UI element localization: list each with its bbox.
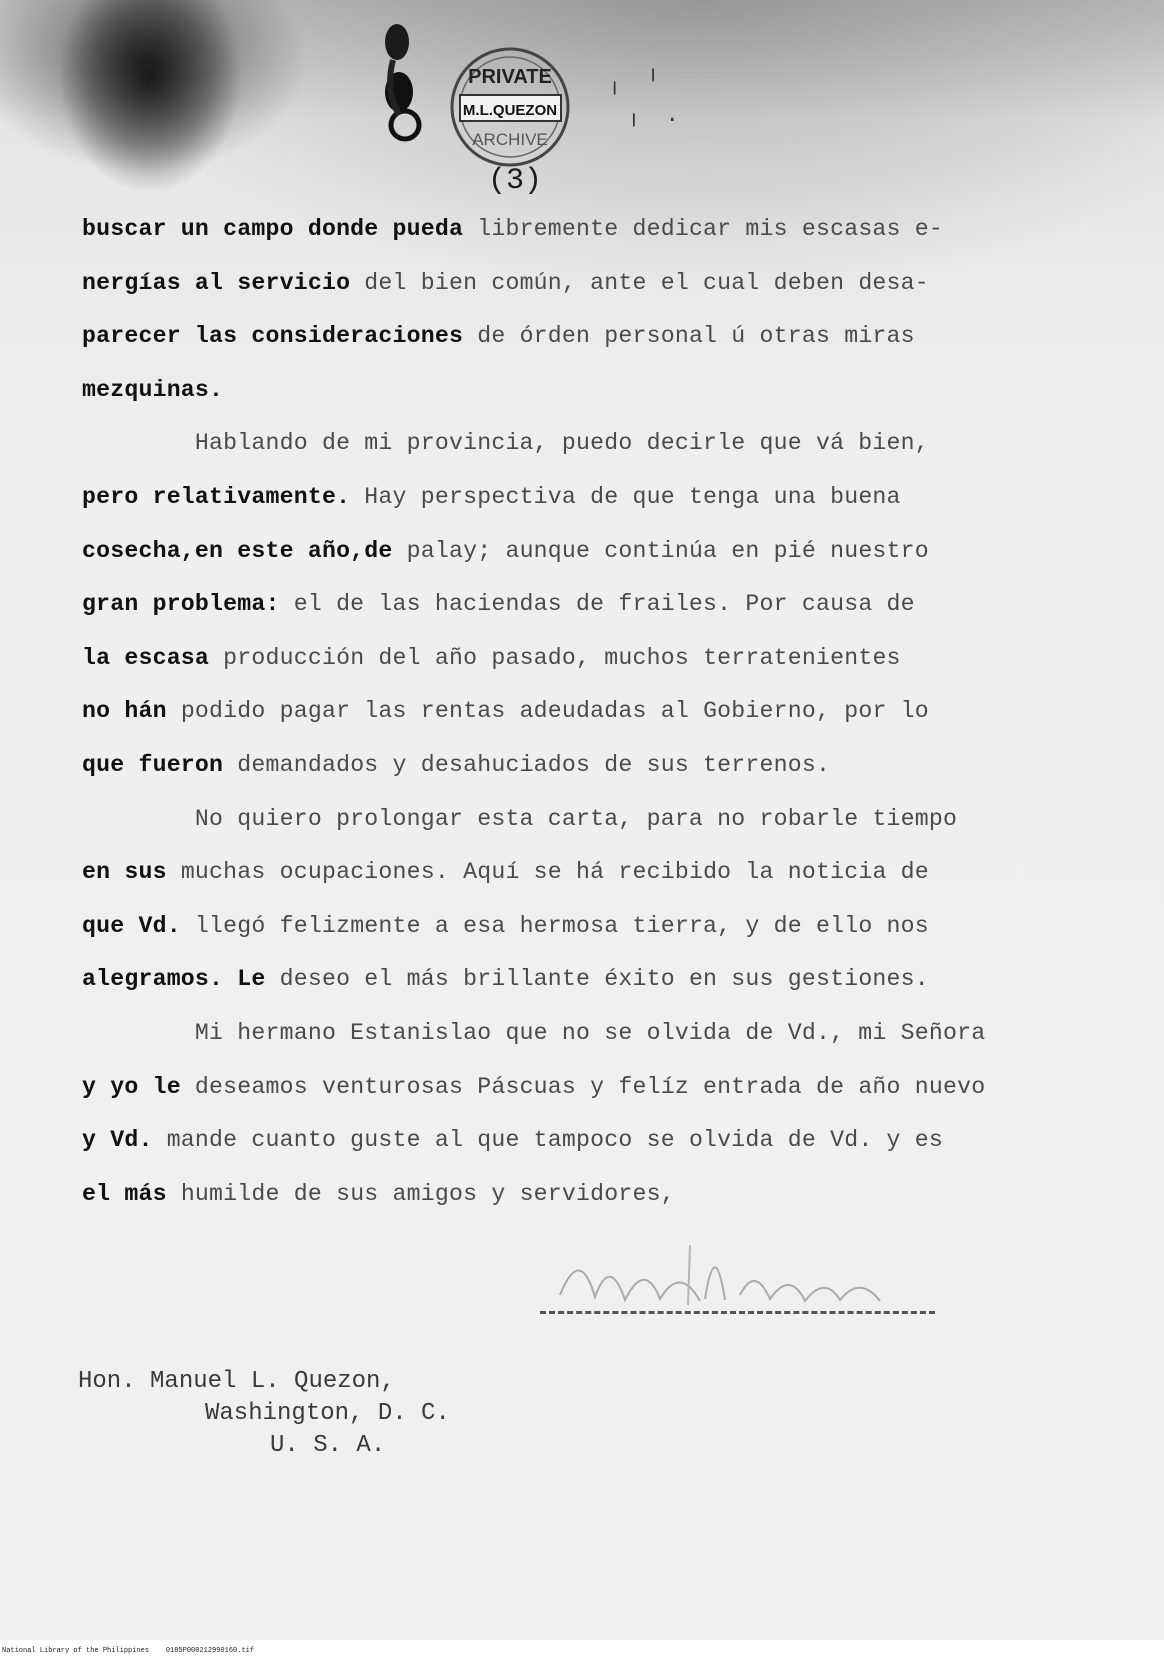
letter-line — [82, 1127, 943, 1153]
handwritten-signature — [540, 1225, 940, 1335]
letter-line — [82, 538, 929, 564]
letter-line-dark-text: que Vd. — [82, 912, 181, 939]
letter-line-faded-text: del bien común, ante el cual deben desa- — [350, 269, 929, 296]
letter-line-dark-text: parecer las consideraciones — [82, 323, 464, 350]
letter-line — [82, 859, 929, 885]
letter-line-faded-text: palay; aunque continúa en pié nuestro — [392, 537, 929, 564]
letter-line-faded-text: demandados y desahuciados de sus terrenos. — [223, 752, 831, 778]
letter-line-faded-text: llegó felizmente a esa hermosa tierra, y de ello nos — [180, 912, 929, 939]
letter-line-faded-text: deseo el más brillante éxito en sus gestiones. — [265, 966, 929, 993]
letter-line — [82, 806, 957, 832]
letter-line-dark-text: gran problema: — [82, 591, 280, 618]
letter-line-faded-text: podido pagar las rentas adeudadas al Gobierno, por lo — [166, 698, 929, 725]
letter-line-dark-text: nergías al servicio — [82, 269, 351, 296]
addressee-city: Washington, D. C. — [205, 1400, 450, 1427]
letter-line — [82, 752, 830, 778]
letter-line-faded-text: Mi hermano Estanislao que no se olvida de Vd., mi Señora — [82, 1020, 986, 1046]
letter-line — [82, 645, 901, 671]
letter-line-faded-text: el de las haciendas de frailes. Por causa de — [279, 591, 915, 618]
letter-line-dark-text: pero relativamente. — [82, 484, 351, 510]
letter-line-dark-text: no hán — [82, 698, 167, 725]
letter-line-dark-text: alegramos. Le — [82, 966, 266, 993]
letter-line — [82, 1181, 675, 1207]
page-number: (3) — [488, 164, 543, 198]
addressee-name: Hon. Manuel L. Quezon, — [78, 1368, 395, 1395]
letter-line — [82, 698, 929, 724]
letter-line-dark-text: que fueron — [82, 752, 224, 778]
letter-line-dark-text: cosecha,en este año,de — [82, 537, 393, 564]
letter-line — [82, 1074, 985, 1100]
letter-line — [82, 484, 901, 510]
archive-stamp — [448, 45, 573, 170]
letter-line-faded-text: Hablando de mi provincia, puedo decirle que vá bien, — [82, 430, 929, 457]
svg-text:PRIVATE: PRIVATE — [468, 66, 552, 88]
letter-line — [82, 966, 929, 992]
letter-line-dark-text: la escasa — [82, 644, 210, 671]
letter-line — [82, 270, 929, 296]
letter-line — [82, 430, 929, 456]
letter-line — [82, 1020, 985, 1046]
letter-line — [82, 323, 915, 349]
letter-line-dark-text: y Vd. — [82, 1127, 153, 1154]
letter-line-faded-text: de órden personal ú otras miras — [463, 323, 915, 350]
letter-line-faded-text: mande cuanto guste al que tampoco se olvida de Vd. y es — [152, 1127, 944, 1154]
letter-line-faded-text: humilde de sus amigos y servidores, — [166, 1180, 675, 1207]
binder-clip-icon — [375, 20, 435, 160]
letter-line-faded-text: Hay perspectiva de que tenga una buena — [350, 484, 901, 510]
letter-line-faded-text: deseamos venturosas Páscuas y felíz entrada de año nuevo — [180, 1073, 986, 1100]
letter-line-dark-text: y yo le — [82, 1073, 181, 1100]
ink-stain — [60, 0, 240, 190]
scan-footer: National Library of the Philippines 0185P000212990160.tif — [2, 1647, 255, 1655]
letter-line-faded-text: libremente dedicar mis escasas e- — [463, 216, 944, 242]
svg-text:ARCHIVE: ARCHIVE — [472, 130, 548, 149]
letter-line-dark-text: el más — [82, 1180, 167, 1207]
letter-line — [82, 591, 915, 617]
letter-line — [82, 913, 929, 939]
svg-text:M.L.QUEZON: M.L.QUEZON — [462, 102, 558, 119]
letter-line-dark-text: en sus — [82, 859, 167, 886]
signature-line — [540, 1311, 935, 1314]
addressee-country: U. S. A. — [270, 1432, 386, 1459]
letter-line — [82, 377, 223, 403]
letter-line-faded-text: producción del año pasado, muchos terratenientes — [209, 644, 901, 671]
letter-line-dark-text: buscar un campo donde pueda — [82, 216, 464, 242]
margin-marks: ╷ ╵ ╷ . — [608, 71, 685, 128]
letter-line-faded-text: muchas ocupaciones. Aquí se há recibido la noticia de — [166, 859, 929, 886]
letter-line-dark-text: mezquinas. — [82, 376, 224, 403]
letter-line — [82, 216, 943, 242]
letter-line-faded-text: No quiero prolongar esta carta, para no robarle tiempo — [82, 805, 958, 832]
